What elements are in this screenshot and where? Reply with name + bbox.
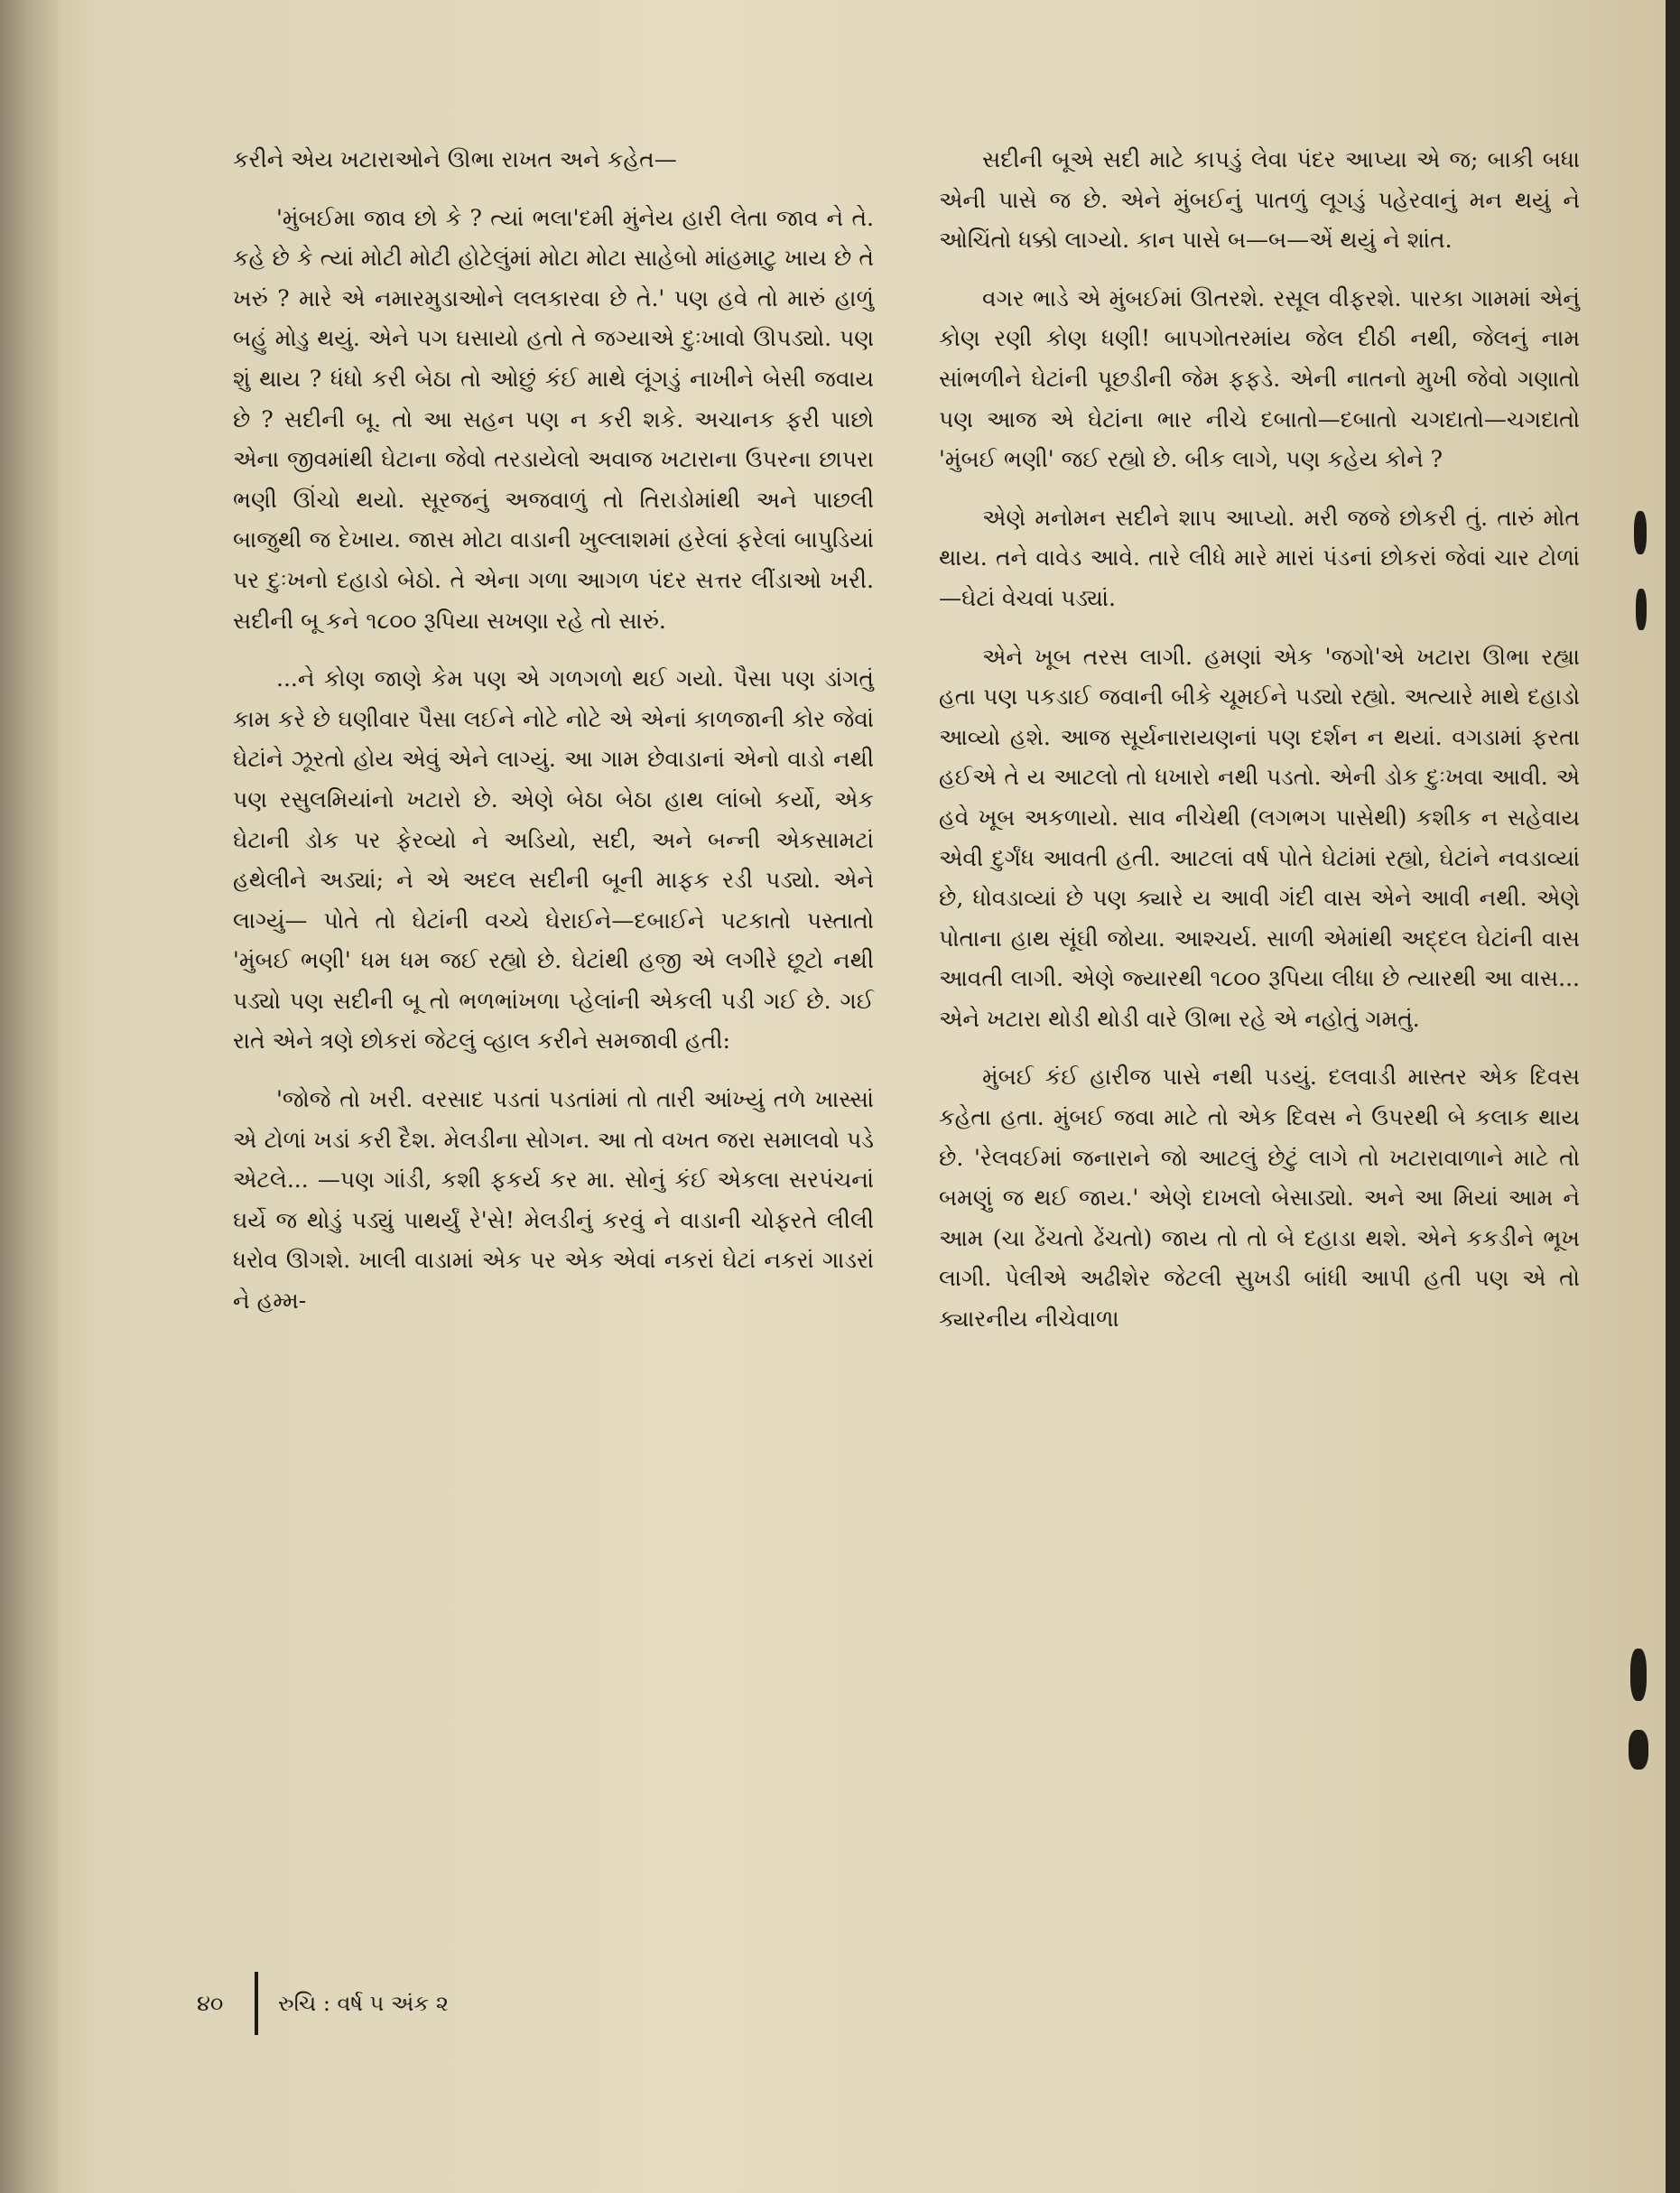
margin-mark	[1634, 511, 1647, 554]
paragraph: એણે મનોમન સદીને શાપ આપ્યો. મરી જજે છોકરી તું. તારું મોત થાય. તને વાવેડ આવે. તારે લીધે મારે મારાં પંડનાં છોકરાં જેવાં ચાર ટોળાં—ઘેટાં વેચવાં પડ્યાં.	[939, 504, 1580, 611]
page-gutter-shadow	[0, 0, 63, 2193]
paragraph: ...ને કોણ જાણે કેમ પણ એ ગળગળો થઈ ગયો. પૈસા પણ ડાંગતું કામ કરે છે ઘણીવાર પૈસા લઈને નોટે નોટે એ એનાં કાળજાની કોર જેવાં ઘેટાંને ઝૂરતો હોય એવું એને લાગ્યું. આ ગામ છેવાડાનાં એનો વાડો નથી પણ રસુલમિયાંનો ખટારો છે. એણે બેઠા બેઠા હાથ લાંબો કર્યો, એક ઘેટાની ડોક પર ફેરવ્યો ને અડિયો, સદી, અને બન્ની એકસામટાં હથેલીને અડ્યાં; ને એ અદલ સદીની બૂની માફક રડી પડ્યો. એને લાગ્યું— પોતે તો ઘેટાંની વચ્ચે ઘેરાઈને—દબાઈને પટકાતો પસ્તાતો 'મુંબઈ ભણી' ધમ ધમ જઈ રહ્યો છે. ઘેટાંથી હજી એ લગીરે છૂટો નથી પડ્યો પણ સદીની બૂ તો ભળભાંખળા પ્હેલાંની એકલી પડી ગઈ છે. ગઈ રાતે એને ત્રણે છોકરાં જેટલું વ્હાલ કરીને સમજાવી હતી:	[233, 665, 874, 1055]
footer-divider	[255, 1972, 258, 2035]
paragraph: કરીને એય ખટારાઓને ઊભા રાખત અને કહેત—	[233, 146, 677, 172]
margin-mark	[1630, 1649, 1647, 1701]
page-right-edge	[1666, 0, 1680, 2193]
left-column	[233, 140, 874, 1340]
page-footer	[197, 1983, 449, 2024]
journal-issue: રુચિ : વર્ષ ૫ અંક ૨	[278, 1991, 449, 2016]
page-number: ૪૦	[197, 1991, 224, 2016]
paragraph: સદીની બૂએ સદી માટે કાપડું લેવા પંદર આપ્યા એ જ; બાકી બધા એની પાસે જ છે. એને મુંબઈનું પાતળું લૂગડું પહેરવાનું મન થયું ને ઓચિંતો ધક્કો લાગ્યો. કાન પાસે બ—બ—એં થયું ને શાંત.	[939, 146, 1580, 254]
paragraph: એને ખૂબ તરસ લાગી. હમણાં એક 'જગો'એ ખટારા ઊભા રહ્યા હતા પણ પકડાઈ જવાની બીકે ચૂમઈને પડ્યો રહ્યો. અત્યારે માથે દહાડો આવ્યો હશે. આજ સૂર્યનારાયણનાં પણ દર્શન ન થયાં. વગડામાં ફરતા હઈએ તે ય આટલો તો ધખારો નથી પડતો. એની ડોક દુઃખવા આવી. એ હવે ખૂબ અકળાયો. સાવ નીચેથી (લગભગ પાસેથી) કશીક ન સહેવાય એવી દુર્ગંધ આવતી હતી. આટલાં વર્ષ પોતે ઘેટાંમાં રહ્યો, ઘેટાંને નવડાવ્યાં છે, ધોવડાવ્યાં છે પણ ક્યારે ય આવી ગંદી વાસ એને આવી નથી. એણે પોતાના હાથ સૂંઘી જોયા. આશ્ચર્ય. સાળી એમાંથી અદ્દલ ઘેટાંની વાસ આવતી લાગી. એણે જ્યારથી ૧૮૦૦ રૂપિયા લીધા છે ત્યારથી આ વાસ... એને ખટારા થોડી થોડી વારે ઊભા રહે એ નહોતું ગમતું.	[939, 643, 1580, 1032]
paragraph: મુંબઈ કંઈ હારીજ પાસે નથી પડયું. દલવાડી માસ્તર એક દિવસ કહેતા હતા. મુંબઈ જવા માટે તો એક દિવસ ને ઉપરથી બે કલાક થાય છે. 'રેલવઈમાં જનારાને જો આટલું છેટું લાગે તો ખટારાવાળાને માટે તો બમણું જ થઈ જાય.' એણે દાખલો બેસાડ્યો. અને આ મિયાં આમ ને આમ (ચા ઢેંચતો ઢેંચતો) જાય તો તો બે દહાડા થશે. એને કકડીને ભૂખ લાગી. પેલીએ અઢીશેર જેટલી સુખડી બાંધી આપી હતી પણ એ તો ક્યારનીય નીચેવાળા	[939, 1064, 1580, 1333]
paragraph: વગર ભાડે એ મુંબઈમાં ઊતરશે. રસૂલ વીફરશે. પારકા ગામમાં એનું કોણ રણી કોણ ધણી! બાપગોતરમાંય જેલ દીઠી નથી, જેલનું નામ સાંભળીને ઘેટાંની પૂછડીની જેમ ફફડે. એની નાતનો મુખી જેવો ગણાતો પણ આજ એ ઘેટાંના ભાર નીચે દબાતો—દબાતો ચગદાતો—ચગદાતો 'મુંબઈ ભણી' જઈ રહ્યો છે. બીક લાગે, પણ કહેય કોને ?	[939, 284, 1580, 473]
right-column	[939, 140, 1580, 1358]
paragraph: 'મુંબઈમા જાવ છો કે ? ત્યાં ભલા'દમી મુંનેય હારી લેતા જાવ ને તે. કહે છે કે ત્યાં મોટી મોટી હોટેલુંમાં મોટા મોટા સાહેબો માંહમાટુ ખાય છે તે ખરું ? મારે એ નમારમુડાઓને લલકારવા છે તે.' પણ હવે તો મારું હાળું બહું મોડુ થયું. એને પગ ઘસાયો હતો તે જગ્યાએ દુઃખાવો ઊપડ્યો. પણ શું થાય ? ધંધો કરી બેઠા તો ઓછું કંઈ માથે લૂંગડું નાખીને બેસી જવાય છે ? સદીની બૂ. તો આ સહન પણ ન કરી શકે. અચાનક ફરી પાછો એના જીવમાંથી ઘેટાના જેવો તરડાયેલો અવાજ ખટારાના ઉપરના છાપરા ભણી ઊંચો થયો. સૂરજનું અજવાળું તો તિરાડોમાંથી અને પાછલી બાજુથી જ દેખાય. જાસ મોટા વાડાની ખુલ્લાશમાં હરેલાં ફરેલાં બાપુડિયાં પર દુઃખનો દહાડો બેઠો. તે એના ગળા આગળ પંદર સત્તર લીંડાઓ ખરી. સદીની બૂ કને ૧૮૦૦ રૂપિયા સખણા રહે તો સારું.	[233, 204, 874, 634]
margin-mark	[1636, 589, 1647, 630]
paragraph: 'જોજે તો ખરી. વરસાદ પડતાં પડતાંમાં તો તારી આંખ્યું તળે ખાસ્સાં એ ટોળાં ખડાં કરી દૈશ. મેલડીના સોગન. આ તો વખત જરા સમાલવો પડે એટલે... —પણ ગાંડી, કશી ફકર્ય કર મા. સોનું કંઈ એકલા સરપંચનાં ઘર્યે જ થોડું પડ્યું પાથર્યું રે'સે! મેલડીનું કરવું ને વાડાની ચોફરતે લીલી ધરોવ ઊગશે. ખાલી વાડામાં એક પર એક એવાં નકરાં ઘેટાં નકરાં ગાડરાં ને હમ્મ-	[233, 1086, 874, 1315]
margin-mark	[1629, 1730, 1648, 1770]
